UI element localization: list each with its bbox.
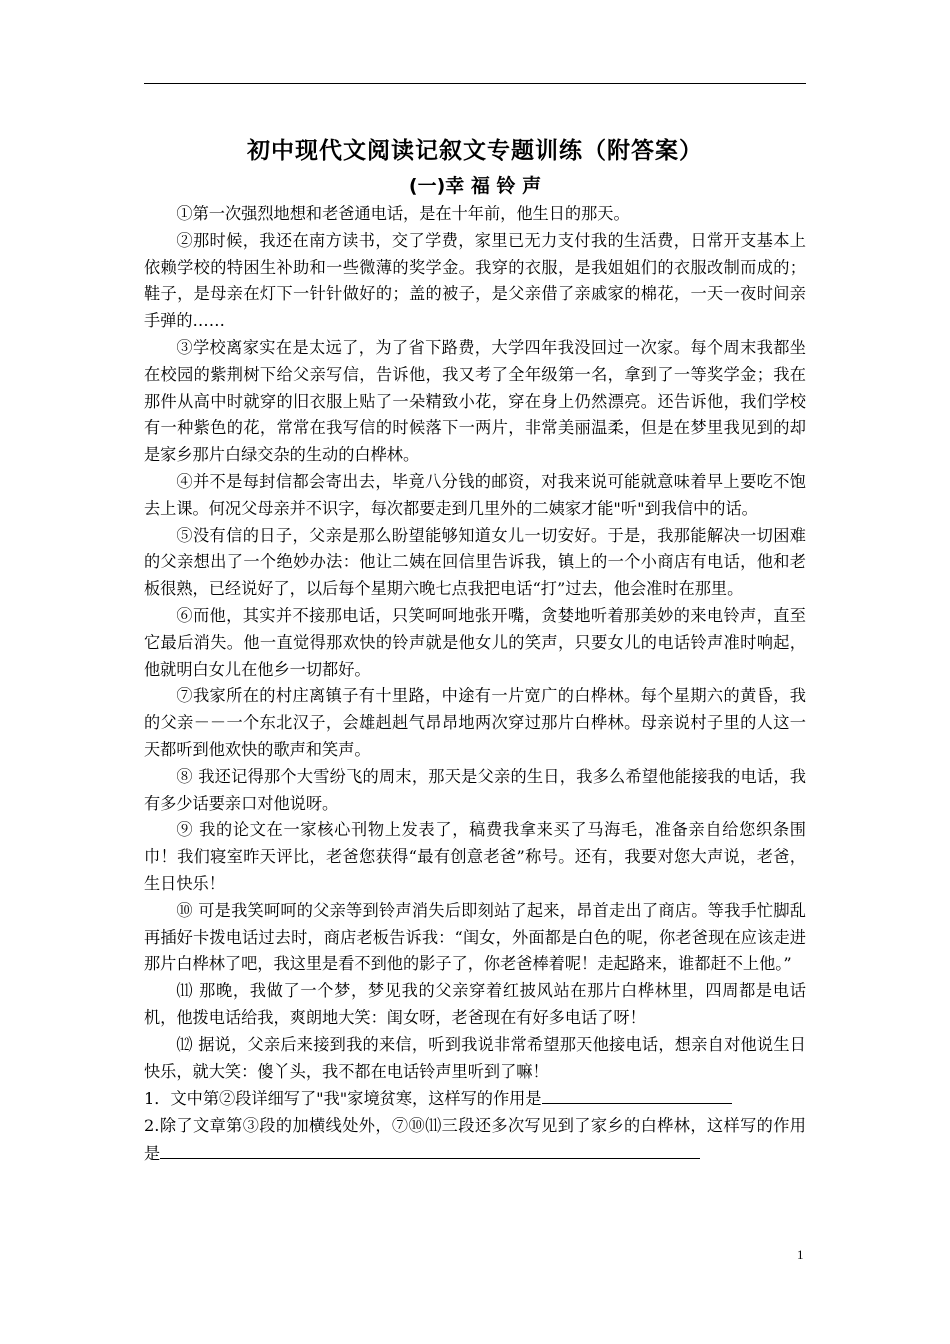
question-2: [144, 1113, 806, 1168]
page-title: 初中现代文阅读记叙文专题训练（附答案）: [247, 138, 703, 164]
paragraph-7: ⑦我家所在的村庄离镇子有十里路，中途有一片宽广的白桦林。每个星期六的黄昏，我的父亲－－一个东北汉子，会雄赳赳气昂昂地两次穿过那片白桦林。母亲说村子里的人这一天都听到他欢快的歌声和笑声。: [144, 686, 806, 759]
header-rule: [144, 83, 806, 84]
page-number: 1: [797, 1247, 804, 1262]
paragraph-8: ⑧ 我还记得那个大雪纷飞的周末，那天是父亲的生日，我多么希望他能接我的电话，我有多少话要亲口对他说呀。: [144, 766, 806, 813]
paragraph-4: ④并不是每封信都会寄出去，毕竟八分钱的邮资，对我来说可能就意味着早上要吃不饱去上课。何况父母亲并不识字，每次都要走到几里外的二姨家才能"听"到我信中的话。: [144, 471, 806, 518]
paragraph-5: ⑤没有信的日子，父亲是那么盼望能够知道女儿一切安好。于是，我那能解决一切困难的父亲想出了一个绝妙办法：他让二姨在回信里告诉我，镇上的一个小商店有电话，他和老板很熟，已经说好了，以后每个星期六晚七点我把电话“打”过去，他会准时在那里。: [144, 525, 806, 599]
paragraph-12: ⑿ 据说，父亲后来接到我的来信，听到我说非常希望那天他接电话，想亲自对他说生日快乐，就大笑：傻丫头，我不都在电话铃声里听到了嘛！: [144, 1034, 806, 1081]
question-1: [144, 1085, 806, 1113]
paragraph-3: ③学校离家实在是太远了，为了省下路费，大学四年我没回过一次家。每个周末我都坐在校园的紫荆树下给父亲写信，告诉他，我又考了全年级第一名，拿到了一等奖学金；我在那件从高中时就穿的旧衣服上贴了一朵精致小花，穿在身上仍然漂亮。还告诉他，我们学校有一种紫色的花，常常在我写信的时候落下一两片，非常美丽温柔，但是在梦里我见到的却是家乡那片白绿交杂的生动的白桦林。: [144, 337, 806, 465]
paragraph-9: ⑨ 我的论文在一家核心刊物上发表了，稿费我拿来买了马海毛，准备亲自给您织条围巾！我们寝室昨天评比，老爸您获得“最有创意老爸”称号。还有，我要对您大声说，老爸，生日快乐！: [144, 820, 806, 893]
paragraph-6: ⑥而他，其实并不接那电话，只笑呵呵地张开嘴，贪婪地听着那美妙的来电铃声，直至它最后消失。他一直觉得那欢快的铃声就是他女儿的笑声，只要女儿的电话铃声准时响起，他就明白女儿在他乡一切都好。: [144, 605, 806, 679]
paragraph-10: ⑩ 可是我笑呵呵的父亲等到铃声消失后即刻站了起来，昂首走出了商店。等我手忙脚乱再插好卡拨电话过去时，商店老板告诉我：“闺女，外面都是白色的呢，你老爸现在应该走进那片白桦林了吧，我这里是看不到他的影子了，你老爸棒着呢！走起路来，谁都赶不上他。”: [144, 900, 806, 974]
question-1-text: 1．文中第②段详细写了"我"家境贫寒，这样写的作用是: [144, 1089, 542, 1109]
article-body: [144, 201, 806, 1168]
question-2-text: 2.除了文章第③段的加横线处外，⑦⑩⑾三段还多次写见到了家乡的白桦林，这样写的作用是: [144, 1116, 806, 1163]
question-2-answer-blank[interactable]: [160, 1140, 700, 1159]
paragraph-1: ①第一次强烈地想和老爸通电话，是在十年前，他生日的那天。: [176, 204, 630, 223]
paragraph-11: ⑾ 那晚，我做了一个梦，梦见我的父亲穿着红披风站在那片白桦林里，四周都是电话机，他拨电话给我，爽朗地大笑：闺女呀，老爸现在有好多电话了呀！: [144, 981, 806, 1027]
question-1-answer-blank[interactable]: [542, 1085, 732, 1104]
section-title: (一)幸 福 铃 声: [408, 175, 542, 197]
paragraph-2: ②那时候，我还在南方读书，交了学费，家里已无力支付我的生活费，日常开支基本上依赖学校的特困生补助和一些微薄的奖学金。我穿的衣服，是我姐姐们的衣服改制而成的；鞋子，是母亲在灯下一针针做好的；盖的被子，是父亲借了亲戚家的棉花，一天一夜时间亲手弹的……: [144, 230, 806, 331]
